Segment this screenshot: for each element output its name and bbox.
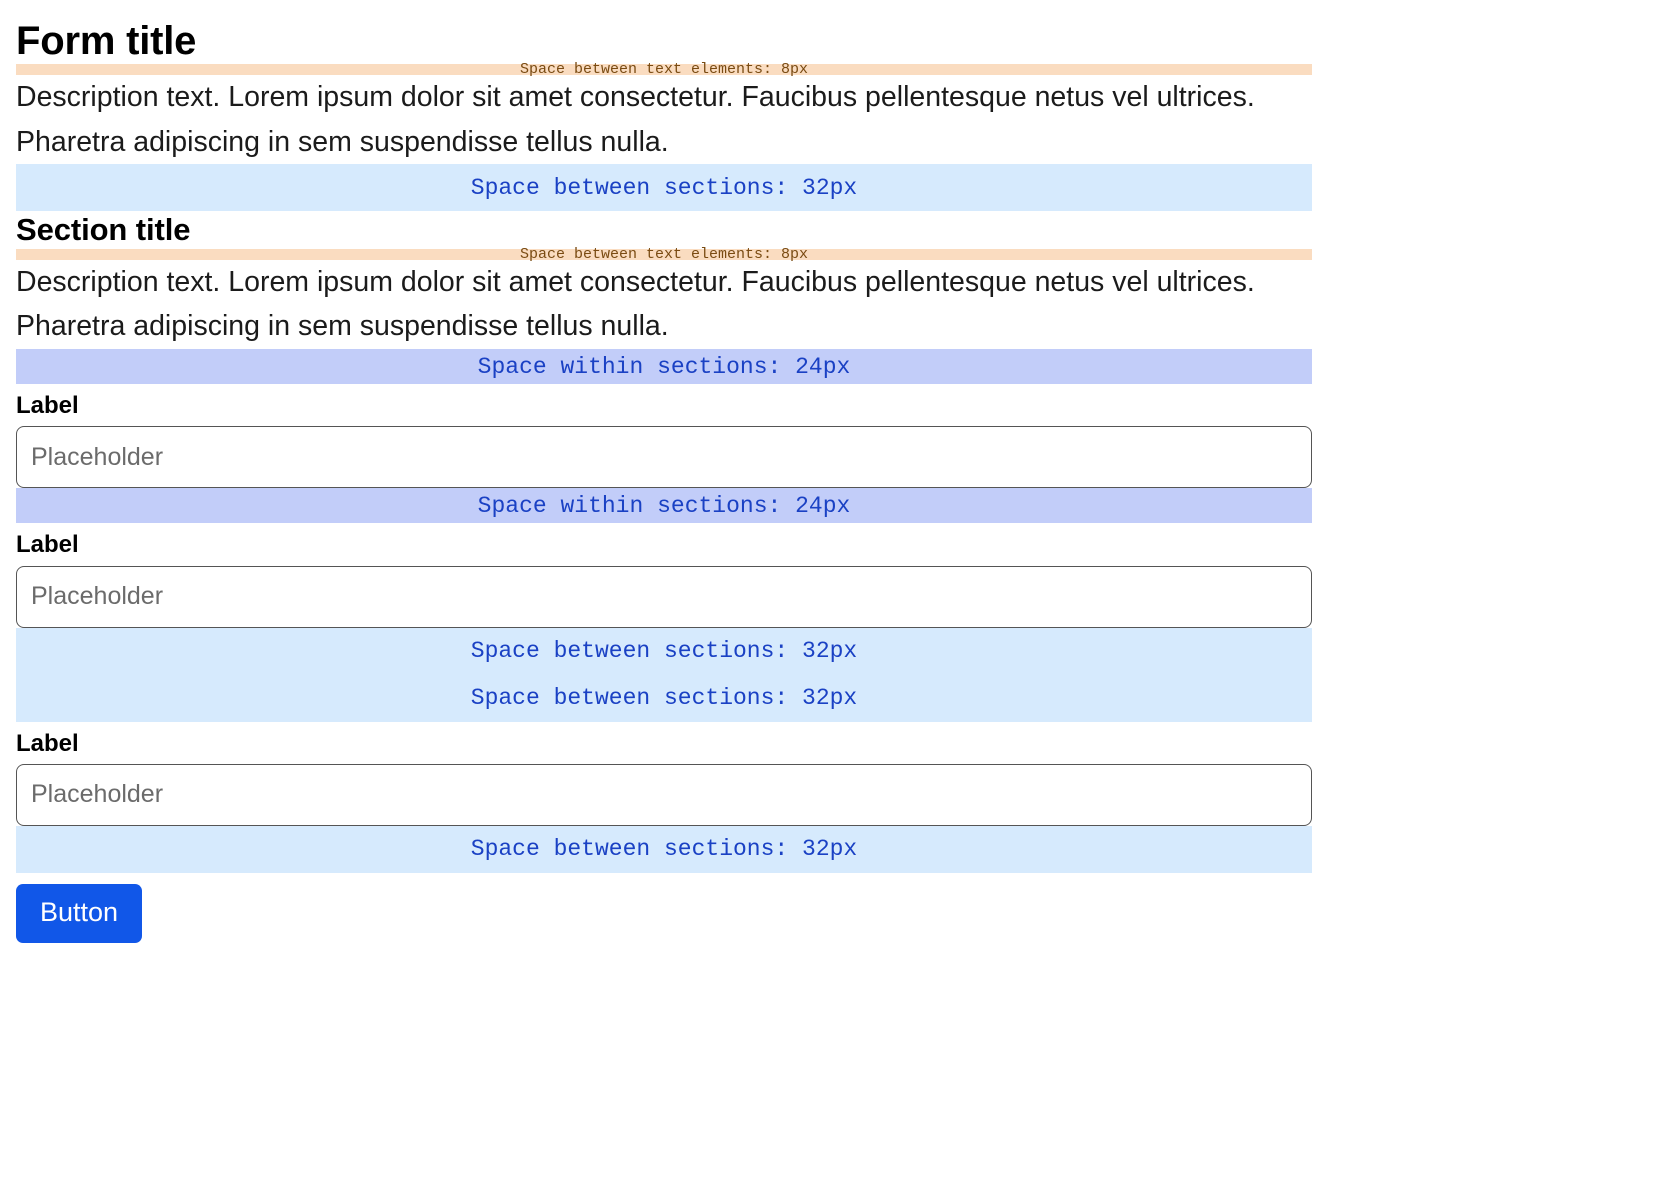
text-input-2[interactable]: [16, 566, 1312, 628]
spacer-label: Space between text elements: 8px: [519, 245, 809, 263]
spacer-text-elements-1: [16, 61, 1312, 78]
spacer-text-elements-2: [16, 245, 1312, 263]
text-input-1[interactable]: [16, 426, 1312, 488]
field-label-2: Label: [16, 531, 79, 559]
text-input-3[interactable]: [16, 764, 1312, 826]
field-label-1: Label: [16, 392, 79, 420]
spacer-label: Space between sections: 32px: [470, 638, 858, 664]
spacer-label: Space between sections: 32px: [470, 685, 858, 711]
spacer-within-sections-1: [16, 349, 1312, 384]
spacer-label: Space between sections: 32px: [470, 174, 858, 201]
spacer-label: Space between sections: 32px: [470, 836, 858, 863]
section-description: Description text. Lorem ipsum dolor sit amet consectetur. Faucibus pellentesque netus vel ultrices. Pharetra adipiscing in sem suspendisse tellus nulla.: [16, 265, 1255, 343]
spacer-within-sections-2: [16, 488, 1312, 523]
spacer-label: Space within sections: 24px: [477, 492, 851, 519]
form-content: [16, 18, 1312, 943]
spacer-between-sections-2: [16, 628, 1312, 675]
submit-button[interactable]: Button: [16, 884, 142, 943]
spacer-between-sections-3: [16, 675, 1312, 722]
spacer-between-sections-1: [16, 164, 1312, 211]
spacer-between-sections-4: [16, 826, 1312, 873]
field-label-3: Label: [16, 729, 79, 757]
spacer-label: Space between text elements: 8px: [519, 61, 809, 78]
section-title: Section title: [16, 212, 191, 248]
spacer-label: Space within sections: 24px: [477, 353, 851, 380]
page-title: Form title: [16, 19, 197, 63]
form-description: Description text. Lorem ipsum dolor sit amet consectetur. Faucibus pellentesque netus vel ultrices. Pharetra adipiscing in sem suspendisse tellus nulla.: [16, 81, 1255, 158]
